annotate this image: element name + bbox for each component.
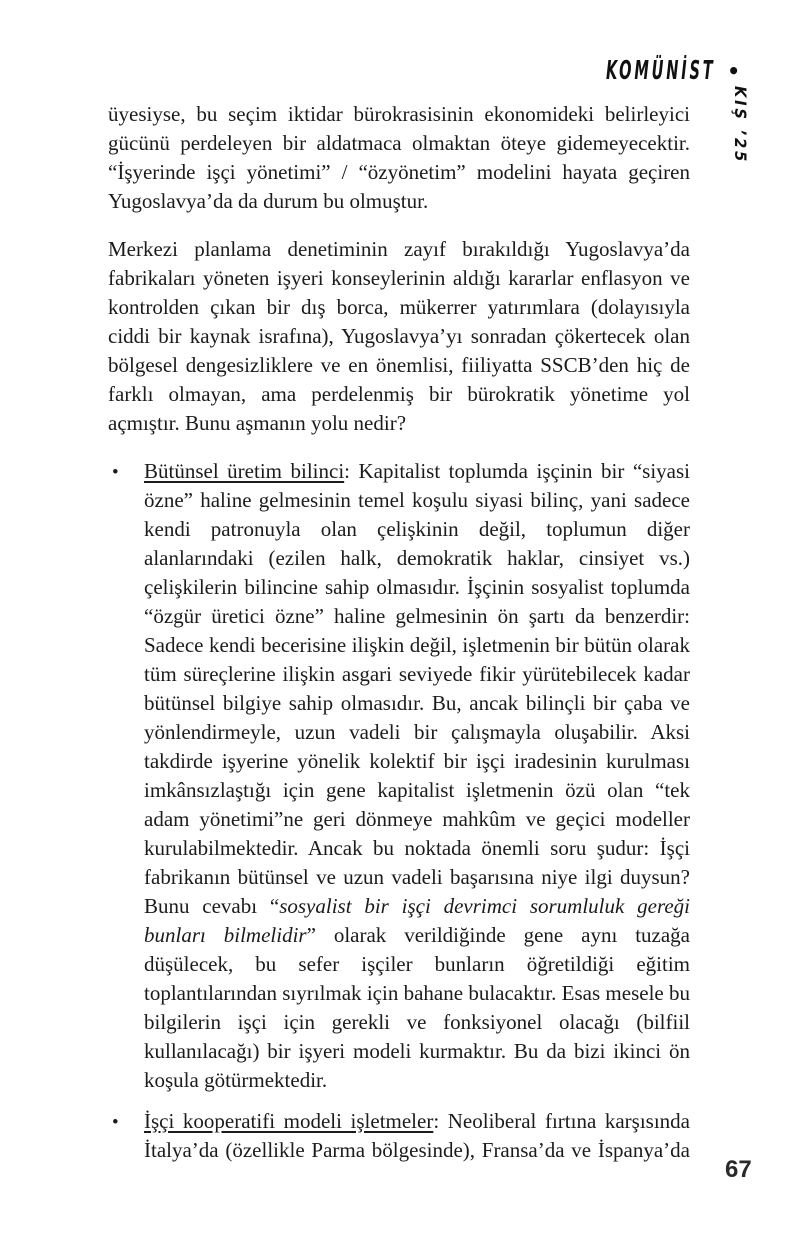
running-head	[520, 56, 740, 86]
bullet-item	[108, 457, 690, 1095]
text-segment: Merkezi planlama denetiminin zayıf bırakıldığı Yugoslavya’da fabrikaları yöneten işyeri konseylerinin aldığı kararlar enflasyon ve kontrolden çıkan bir dış borca, mükerrer yatırımlara (dolayısıyla ciddi bir kaynak israfına), Yugoslavya’yı sonradan çökertecek olan bölgesel dengesizliklere ve en önemlisi, fiiliyatta SSCB’den hiç de farklı olmayan, ama perdelenmiş bir bürokratik yönetime yol açmıştır. Bunu aşmanın yolu nedir?	[108, 237, 690, 435]
underlined-term: İşçi kooperatifi modeli işletmeler	[144, 1109, 434, 1133]
paragraph	[108, 100, 690, 216]
text-segment: ” olarak verildiğinde gene aynı tuzağa düşülecek, bu sefer işçiler bunların öğretildiği eğitim toplantılarından sıyrılmak için bahane bulacaktır. Esas mesele bu bilgilerin işçi için gerekli ve fonksiyonel olacağı (bilfiil kullanılacağı) bir işyeri modeli kurmaktır. Bu da bizi ikinci ön koşula götürmektedir.	[144, 923, 690, 1092]
text-segment: üyesiyse, bu seçim iktidar bürokrasisinin ekonomideki belirleyici gücünü perdeleyen bir aldatmaca olmaktan öteye gidemeyecektir. “İşyerinde işçi yönetimi” / “özyönetim” modelini hayata geçiren Yugoslavya’da da durum bu olmuştur.	[108, 102, 690, 213]
italic-quote: sosyalist bir işçi devrimci sorumluluk gereği bunları bilmelidir	[144, 894, 690, 947]
text-column	[108, 100, 690, 1177]
bullet-text	[144, 1107, 690, 1165]
text-segment: : Neoliberal fırtına karşısında İtalya’da (özellikle Parma bölgesinde), Fransa’da ve İspanya’da	[144, 1109, 690, 1162]
bullet-text	[144, 457, 690, 1095]
bullet-icon: •	[112, 462, 119, 483]
bullet-icon: •	[112, 1112, 119, 1133]
header-dot-icon: •	[727, 59, 740, 83]
issue-label-vertical: KIŞ ’25	[731, 86, 750, 165]
underlined-term: Bütünsel üretim bilinci	[144, 459, 345, 483]
magazine-title: KOMÜNİST	[605, 56, 716, 86]
bullet-item	[108, 1107, 690, 1165]
paragraph	[108, 235, 690, 438]
page-number: 67	[725, 1156, 752, 1183]
text-segment: : Kapitalist toplumda işçinin bir “siyasi özne” haline gelmesinin temel koşulu siyasi bilinç, yani sadece kendi patronuyla olan çelişkinin değil, toplumun diğer alanlarındaki (ezilen halk, demokratik haklar, cinsiyet vs.) çelişkilerin bilincine sahip olmasıdır. İşçinin sosyalist toplumda “özgür üretici özne” haline gelmesinin ön şartı da benzerdir: Sadece kendi becerisine ilişkin değil, işletmenin bir bütün olarak tüm süreçlerine ilişkin asgari seviyede fikir yürütebilecek kadar bütünsel bilgiye sahip olmasıdır. Bu, ancak bilinçli bir çaba ve yönlendirmeyle, uzun vadeli bir çalışmayla oluşabilir. Aksi takdirde işyerine yönelik kolektif bir işçi iradesinin kurulması imkânsızlaştığı için gene kapitalist işletmenin özü olan “tek adam yönetimi”ne geri dönmeye mahkûm ve geçici modeller kurulabilmektedir. Ancak bu noktada önemli soru şudur: İşçi fabrikanın bütünsel ve uzun vadeli başarısına niye ilgi duysun? Bunu cevabı “	[144, 459, 690, 918]
